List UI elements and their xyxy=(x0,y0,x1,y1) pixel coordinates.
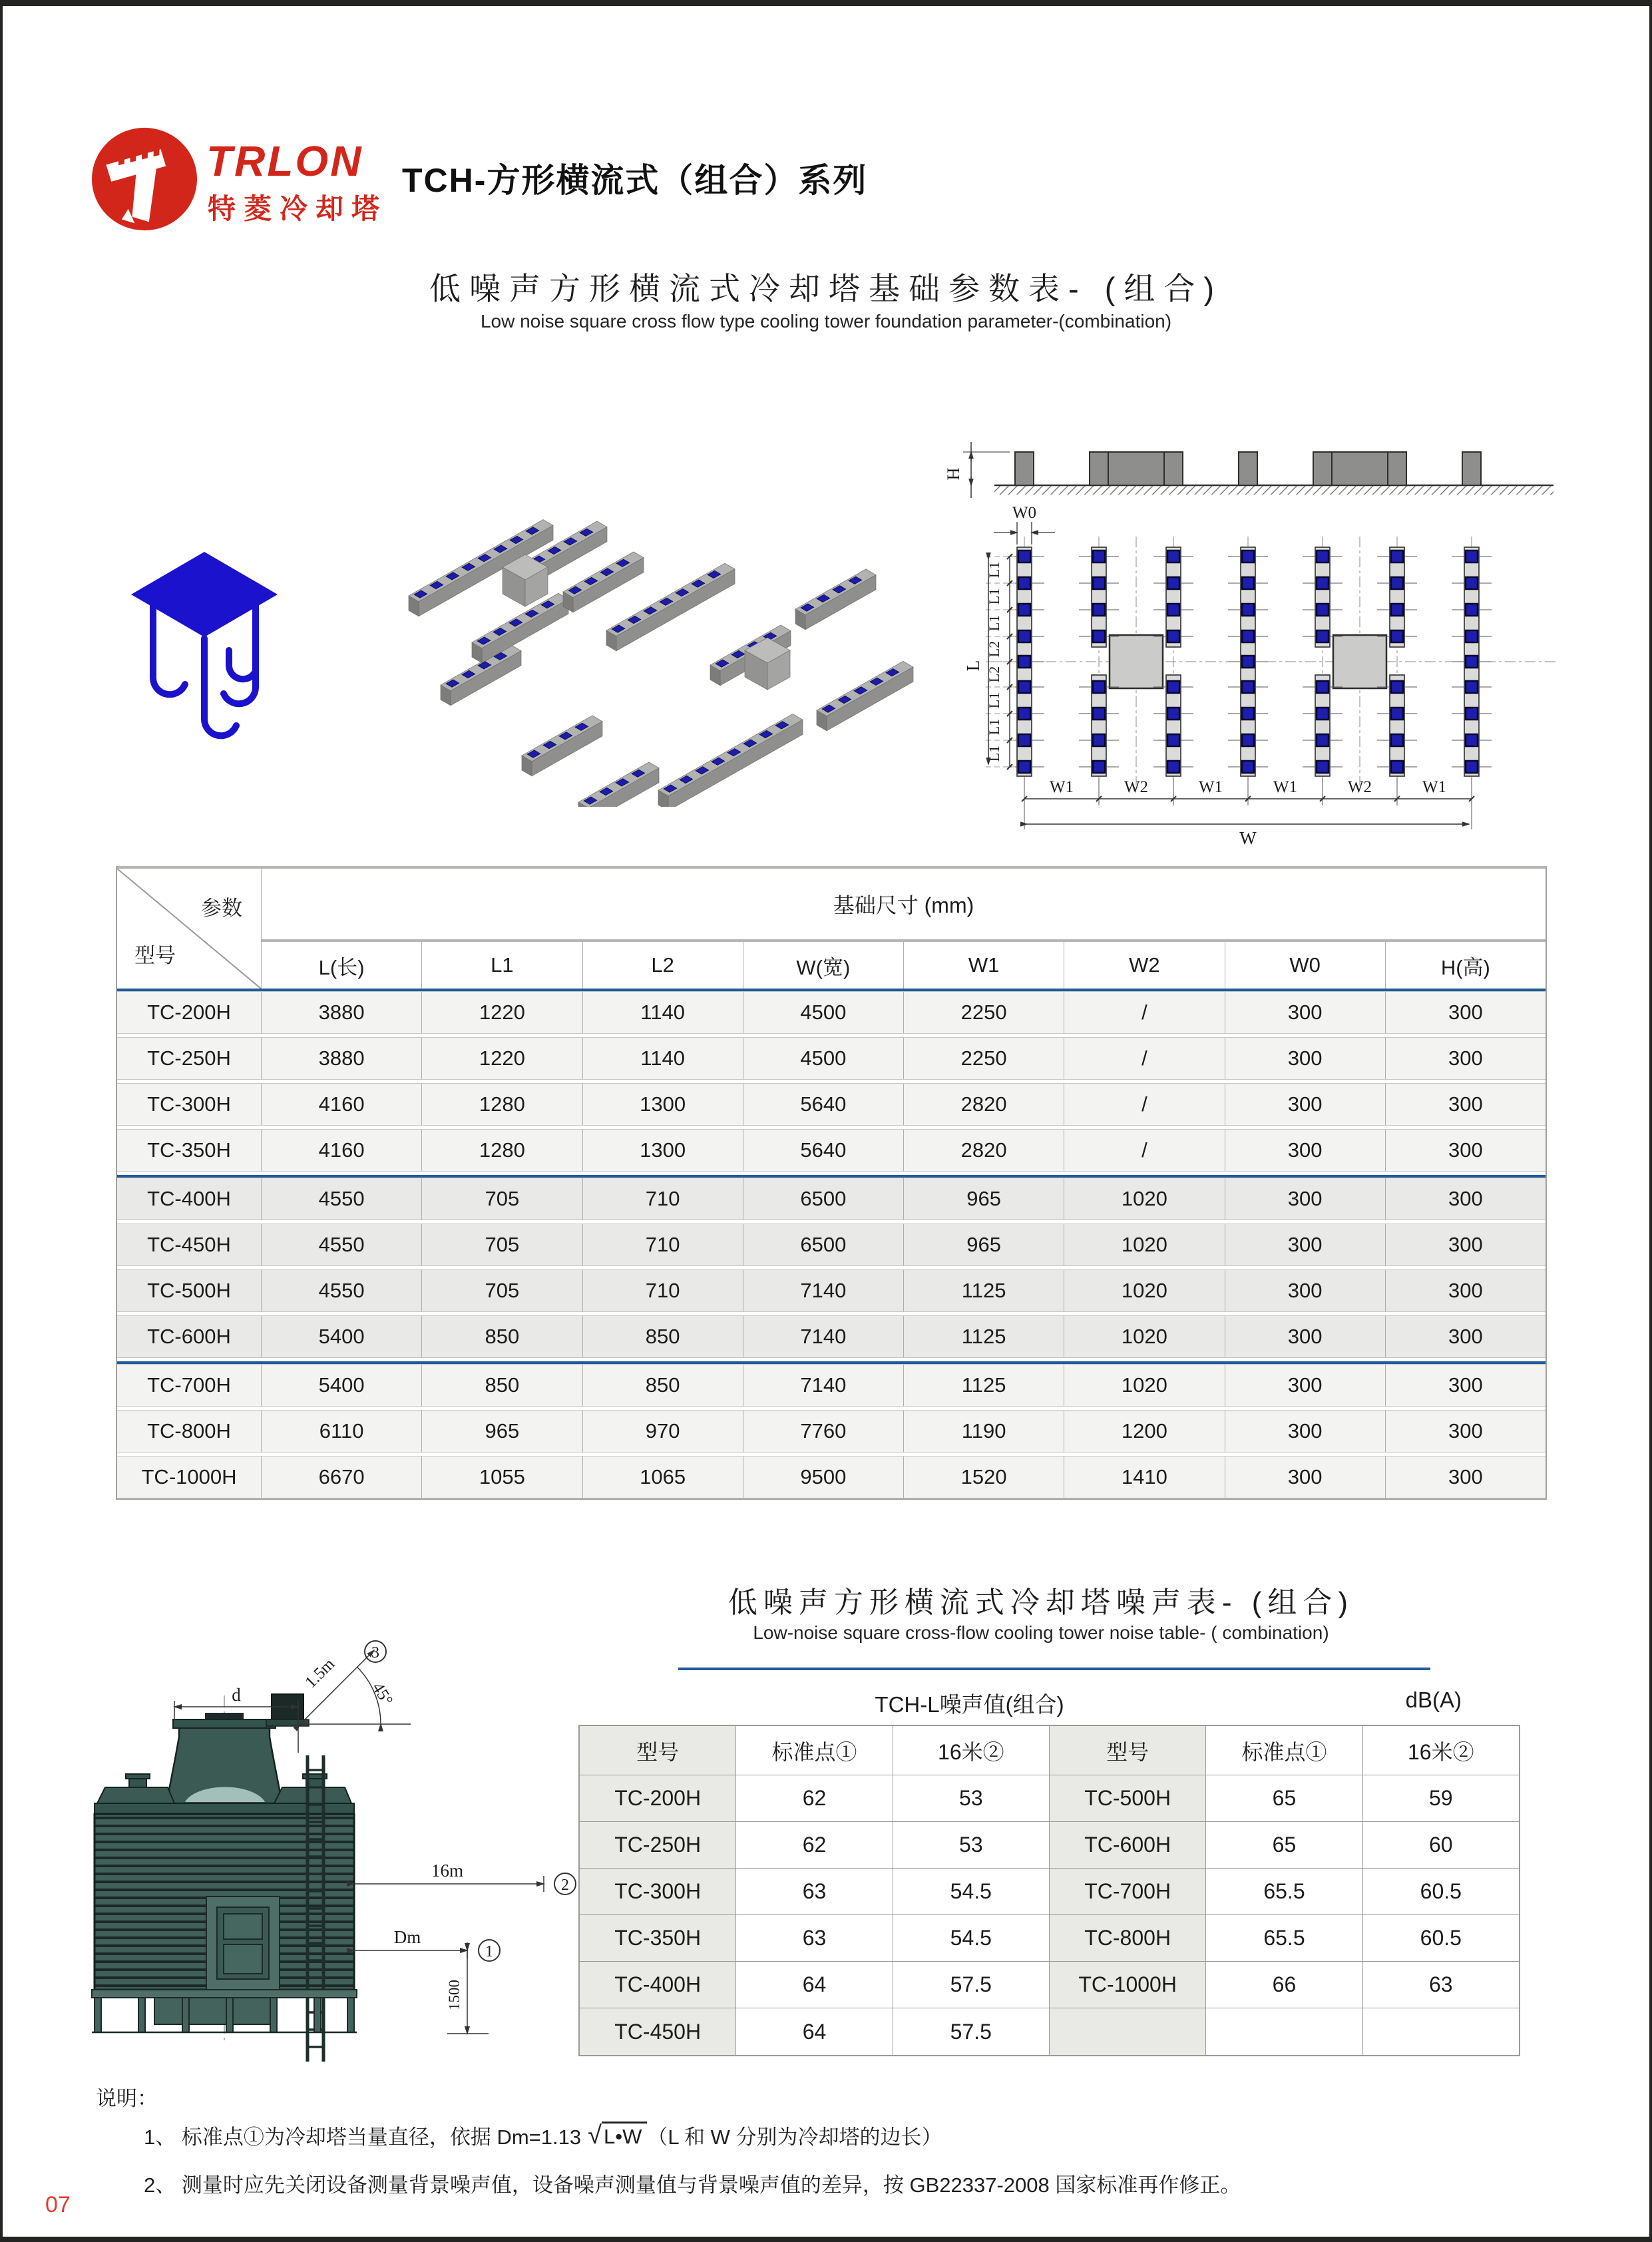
foundation-table xyxy=(116,866,1547,1500)
anchor-bolts xyxy=(1004,551,1492,773)
model-cell: TC-600H xyxy=(117,1316,262,1357)
section2-title: 低噪声方形横流式冷却塔噪声表- (组合) xyxy=(727,1586,1354,1619)
col-header: W1 xyxy=(904,942,1064,989)
sqrt-sign: √ xyxy=(588,2121,602,2149)
model-cell: TC-350H xyxy=(117,1130,262,1171)
trlon-logo xyxy=(89,126,200,232)
page-number: 07 xyxy=(45,2192,71,2217)
section1-title: 低噪声方形横流式冷却塔基础参数表- (组合) xyxy=(429,271,1223,306)
col-header: L1 xyxy=(422,942,582,989)
table-row: TC-250H 62 53 TC-600H 65 60 xyxy=(580,1822,1519,1869)
brand-name: TRLON xyxy=(206,137,363,185)
model-cell: TC-800H xyxy=(117,1411,262,1452)
col-header: W(宽) xyxy=(743,942,904,989)
point-2-label: 2 xyxy=(561,1877,569,1894)
table-row: TC-200H 62 53 TC-500H 65 59 xyxy=(580,1775,1519,1822)
diagonal-divider xyxy=(117,869,261,989)
pad-block xyxy=(1108,452,1164,485)
table-row: TC-500H 4550 705 710 7140 1125 1020 300 300 xyxy=(117,1269,1546,1312)
point-3-label: 3 xyxy=(371,1644,379,1662)
model-cell: TC-700H xyxy=(117,1365,262,1406)
col-header: 16米② xyxy=(893,1726,1050,1775)
col-header: 标准点① xyxy=(736,1726,893,1775)
notes-heading: 说明： xyxy=(96,2087,158,2110)
dim-45deg-label: 45° xyxy=(368,1680,397,1709)
foundation-plan-drawing xyxy=(925,349,1567,861)
svg-text:W1: W1 xyxy=(1422,778,1447,796)
pad-block xyxy=(1332,452,1388,485)
noise-table-unit: dB(A) xyxy=(1405,1687,1462,1712)
dim-h-label: H xyxy=(944,467,963,481)
dim-w-label: W xyxy=(1239,828,1257,848)
model-cell: TC-1000H xyxy=(117,1457,262,1498)
access-door xyxy=(206,1897,280,1990)
section2-subtitle: Low-noise square cross-flow cooling tower noise table- ( combination) xyxy=(753,1622,1329,1643)
col-header: 标准点① xyxy=(1206,1726,1362,1775)
model-cell: TC-300H xyxy=(117,1084,262,1125)
svg-text:W1: W1 xyxy=(1049,778,1074,796)
svg-text:L2: L2 xyxy=(986,640,1002,658)
table-row: TC-600H 5400 850 850 7140 1125 1020 300 300 xyxy=(117,1315,1546,1358)
cooling-tower-drawing xyxy=(75,1596,584,2078)
table-row: TC-300H 4160 1280 1300 5640 2820 / 300 300 xyxy=(117,1083,1546,1126)
table-row: TC-450H 4550 705 710 6500 965 1020 300 300 xyxy=(117,1224,1546,1266)
col-header: 16米② xyxy=(1363,1726,1519,1775)
col-header: H(高) xyxy=(1440,955,1490,979)
dim-15m-label: 1.5m xyxy=(302,1655,339,1692)
col-header: W2 xyxy=(1064,942,1225,989)
svg-text:L1: L1 xyxy=(986,692,1002,709)
dim-l-chain xyxy=(963,554,1015,770)
noise-table xyxy=(578,1725,1520,2056)
model-cell: TC-200H xyxy=(117,992,262,1033)
table-row: TC-300H 63 54.5 TC-700H 65.5 60.5 xyxy=(580,1869,1519,1915)
svg-text:W1: W1 xyxy=(1198,778,1223,796)
svg-text:W2: W2 xyxy=(1124,778,1149,796)
sqrt-expression: L•W xyxy=(602,2122,647,2149)
noise-table-header xyxy=(580,1726,1519,1775)
svg-text:W2: W2 xyxy=(1347,778,1372,796)
col-header: W0 xyxy=(1225,942,1386,989)
noise-table-caption xyxy=(578,1682,1520,1721)
col-header: L2 xyxy=(583,942,743,989)
group-header: 基础尺寸 (mm) xyxy=(262,869,1546,942)
dim-16m-label: 16m xyxy=(431,1861,464,1881)
model-cell: TC-500H xyxy=(117,1270,262,1311)
table-row: TC-350H 4160 1280 1300 5640 2820 / 300 300 xyxy=(117,1129,1546,1172)
brand-subname: 特菱冷却塔 xyxy=(208,193,388,224)
col-header: 型号 xyxy=(580,1726,736,1775)
svg-text:L1: L1 xyxy=(986,588,1002,605)
table-row: TC-800H 6110 965 970 7760 1190 1200 300 300 xyxy=(117,1410,1546,1453)
svg-text:L1: L1 xyxy=(986,561,1002,578)
page-title: TCH-方形横流式（组合）系列 xyxy=(402,162,868,199)
table-row: TC-350H 63 54.5 TC-800H 65.5 60.5 xyxy=(580,1915,1519,1962)
section1-subtitle: Low noise square cross flow type cooling tower foundation parameter-(combination) xyxy=(480,311,1172,332)
foundation-table-header xyxy=(117,869,1546,989)
dim-dm-label: Dm xyxy=(393,1927,421,1947)
note-1: 1、 标准点①为冷却塔当量直径，依据 Dm=1.13 √ L•W （L 和 W 分别为冷却塔的边长） xyxy=(144,2121,942,2149)
table-row: TC-400H 4550 705 710 6500 965 1020 300 300 xyxy=(117,1178,1546,1220)
column-headers xyxy=(262,942,1546,989)
equipment-pad xyxy=(1110,635,1163,688)
accent-underline xyxy=(678,1668,1430,1670)
dim-w0-label: W0 xyxy=(1012,504,1037,522)
corner-label-top: 参数 xyxy=(201,897,242,920)
table-row: TC-400H 64 57.5 TC-1000H 66 63 xyxy=(580,1962,1519,2008)
table-row: TC-450H 64 57.5 xyxy=(580,2008,1519,2055)
svg-text:L1: L1 xyxy=(986,614,1002,632)
model-cell: TC-450H xyxy=(117,1224,262,1265)
svg-text:L1: L1 xyxy=(986,745,1002,762)
svg-text:W1: W1 xyxy=(1273,778,1298,796)
col-header: 型号 xyxy=(1050,1726,1206,1775)
elevation-view xyxy=(944,442,1553,498)
table-row: TC-1000H 6670 1055 1065 9500 1520 1410 300 300 xyxy=(117,1456,1546,1498)
svg-text:L2: L2 xyxy=(986,666,1002,683)
equipment-pad xyxy=(1333,635,1386,688)
fan-blade xyxy=(205,1713,244,1719)
noise-table-title: TCH-L噪声值(组合) xyxy=(875,1692,1064,1717)
corner-cell xyxy=(117,869,262,989)
table-row: TC-250H 3880 1220 1140 4500 2250 / 300 300 xyxy=(117,1037,1546,1080)
point-1-label: 1 xyxy=(485,1943,493,1960)
dim-w-chain xyxy=(1022,778,1474,848)
corner-label-bottom: 型号 xyxy=(134,944,176,967)
table-row: TC-700H 5400 850 850 7140 1125 1020 300 300 xyxy=(117,1364,1546,1407)
foundation-beams-isometric xyxy=(372,431,925,807)
anchor-bolt-icon xyxy=(128,547,281,746)
note-2: 2、 测量时应先关闭设备测量背景噪声值，设备噪声测量值与背景噪声值的差异，按 GB22337-2008 国家标准再作修正。 xyxy=(144,2173,1241,2197)
dim-d-label: d xyxy=(232,1685,241,1705)
model-cell: TC-250H xyxy=(117,1038,262,1079)
svg-text:L1: L1 xyxy=(986,718,1002,736)
col-header: L(长) xyxy=(262,942,422,989)
dim-1500-label: 1500 xyxy=(446,1980,463,2010)
model-cell: TC-400H xyxy=(117,1178,262,1220)
dim-l-label: L xyxy=(963,660,983,672)
table-row: TC-200H 3880 1220 1140 4500 2250 / 300 300 xyxy=(117,991,1546,1034)
